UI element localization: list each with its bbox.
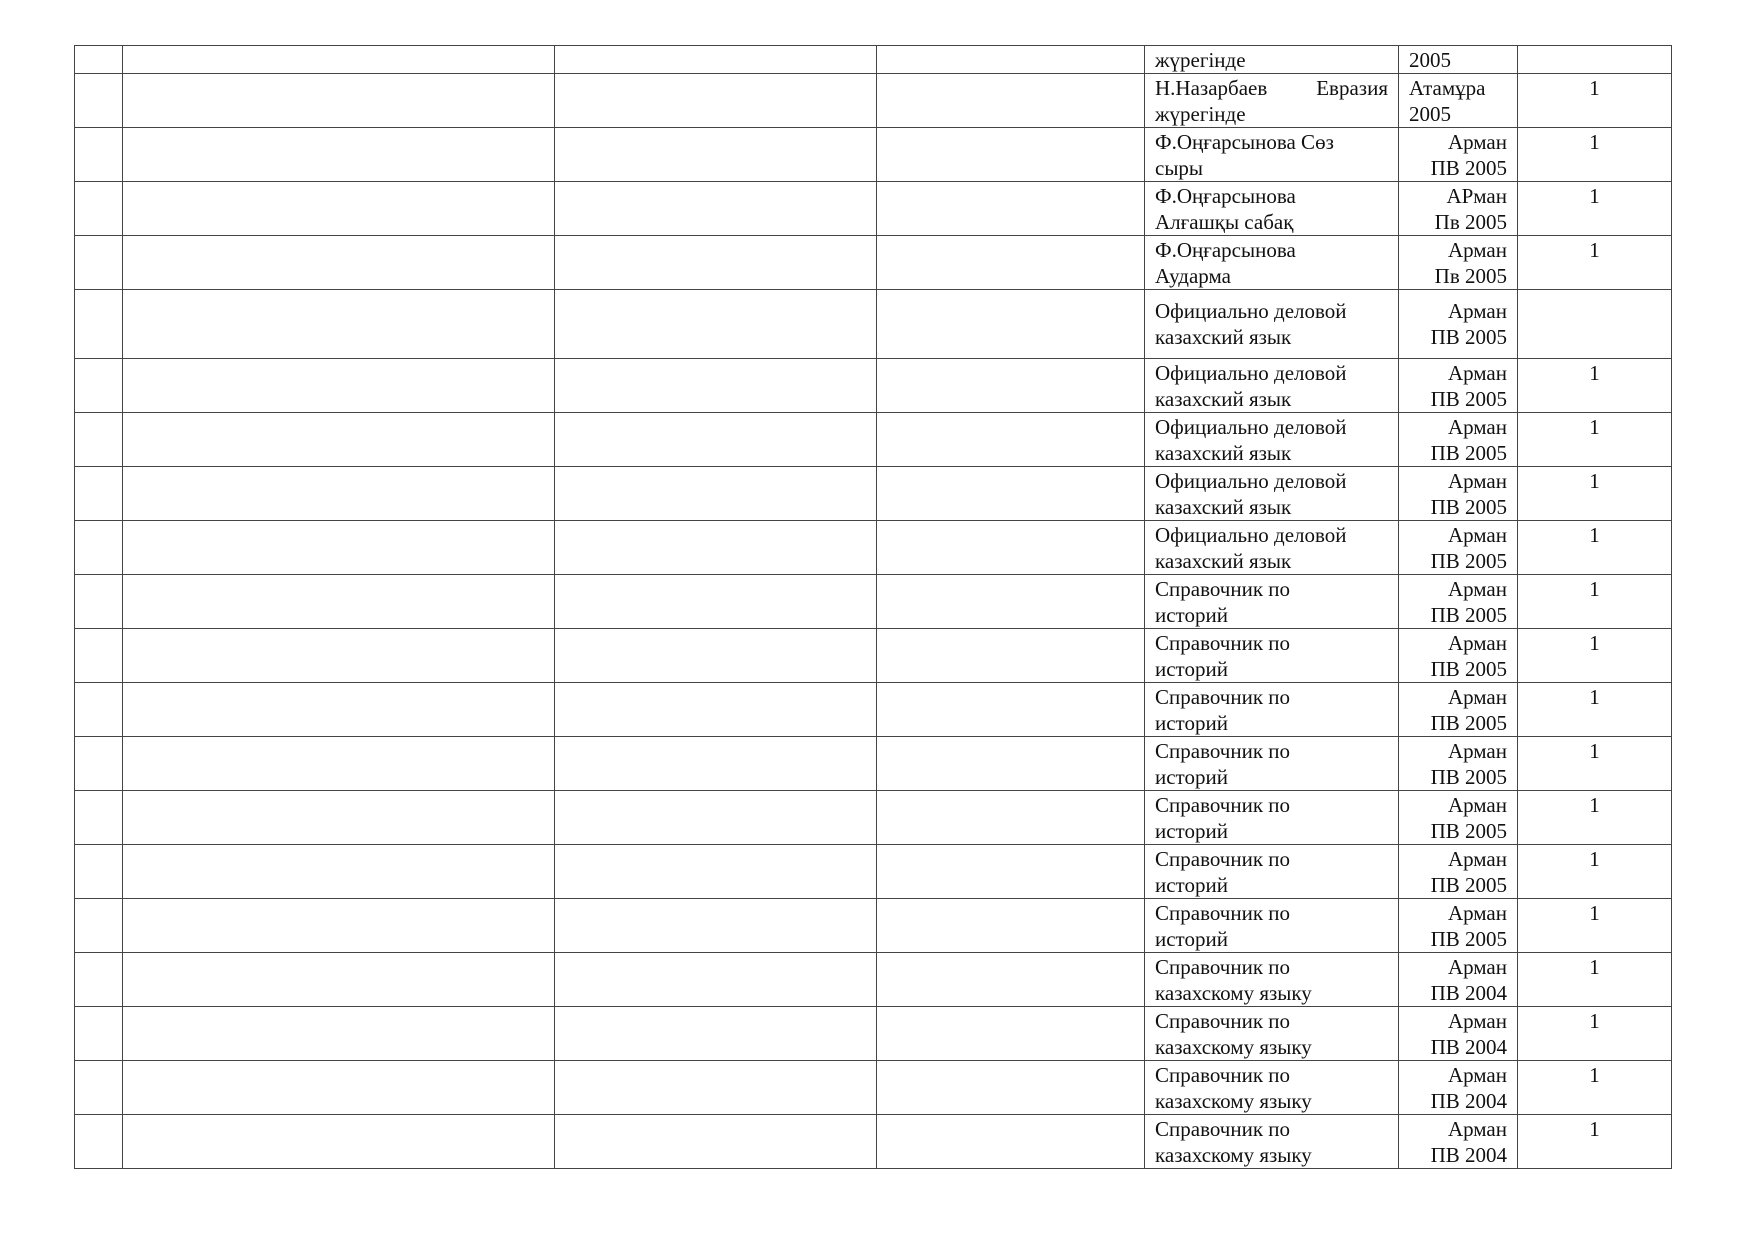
quantity-cell: 1	[1518, 575, 1672, 629]
title-line: казахскому языку	[1155, 981, 1312, 1005]
publisher-line: АРман	[1446, 184, 1507, 208]
empty-cell-3	[877, 629, 1145, 683]
title-line: Официально деловой	[1155, 415, 1347, 439]
publisher-cell	[1399, 236, 1518, 290]
empty-cell-1	[123, 290, 555, 359]
table-row	[75, 521, 1672, 575]
publisher-cell	[1399, 1007, 1518, 1061]
empty-cell-3	[877, 236, 1145, 290]
title-cell	[1145, 290, 1399, 359]
publisher-line: Арман	[1447, 1117, 1507, 1141]
publisher-line: Арман	[1447, 1063, 1507, 1087]
title-cell	[1145, 1115, 1399, 1169]
empty-cell-3	[877, 521, 1145, 575]
publisher-line: 2005	[1409, 48, 1451, 72]
publisher-cell	[1399, 899, 1518, 953]
publisher-line: ПВ 2004	[1430, 1089, 1507, 1113]
publisher-cell	[1399, 953, 1518, 1007]
empty-cell-2	[555, 128, 877, 182]
number-cell	[75, 629, 123, 683]
quantity-cell: 1	[1518, 74, 1672, 128]
publisher-cell	[1399, 1061, 1518, 1115]
title-line: казахскому языку	[1155, 1089, 1312, 1113]
publisher-cell	[1399, 845, 1518, 899]
title-cell	[1145, 182, 1399, 236]
quantity-cell: 1	[1518, 737, 1672, 791]
empty-cell-3	[877, 1007, 1145, 1061]
publisher-cell	[1399, 182, 1518, 236]
title-line: Ф.Оңғарсынова Сөз	[1155, 130, 1334, 154]
number-cell	[75, 290, 123, 359]
empty-cell-1	[123, 46, 555, 74]
empty-cell-1	[123, 467, 555, 521]
empty-cell-3	[877, 575, 1145, 629]
publisher-cell	[1399, 737, 1518, 791]
empty-cell-2	[555, 182, 877, 236]
publisher-line: Арман	[1447, 361, 1507, 385]
quantity-cell: 1	[1518, 953, 1672, 1007]
title-line: Справочник по	[1155, 1063, 1291, 1087]
quantity-cell: 1	[1518, 521, 1672, 575]
title-line: историй	[1155, 819, 1228, 843]
empty-cell-3	[877, 413, 1145, 467]
quantity-cell: 1	[1518, 629, 1672, 683]
table-row	[75, 467, 1672, 521]
title-cell	[1145, 575, 1399, 629]
number-cell	[75, 575, 123, 629]
title-cell	[1145, 629, 1399, 683]
quantity-cell: 1	[1518, 467, 1672, 521]
title-cell	[1145, 413, 1399, 467]
empty-cell-2	[555, 236, 877, 290]
empty-cell-3	[877, 683, 1145, 737]
number-cell	[75, 683, 123, 737]
title-line: Официально деловой	[1155, 361, 1347, 385]
publisher-line: ПВ 2005	[1430, 873, 1507, 897]
empty-cell-1	[123, 737, 555, 791]
table-row	[75, 74, 1672, 128]
table-row	[75, 1115, 1672, 1169]
empty-cell-2	[555, 467, 877, 521]
empty-cell-2	[555, 791, 877, 845]
number-cell	[75, 1007, 123, 1061]
quantity-cell: 1	[1518, 1061, 1672, 1115]
publisher-line: ПВ 2004	[1430, 981, 1507, 1005]
publisher-cell	[1399, 575, 1518, 629]
publisher-line: Арман	[1447, 469, 1507, 493]
empty-cell-1	[123, 359, 555, 413]
empty-cell-1	[123, 845, 555, 899]
table-row	[75, 128, 1672, 182]
title-line: казахский язык	[1155, 441, 1292, 465]
empty-cell-2	[555, 1007, 877, 1061]
empty-cell-3	[877, 1115, 1145, 1169]
empty-cell-2	[555, 575, 877, 629]
publisher-line: ПВ 2004	[1430, 1143, 1507, 1167]
title-cell	[1145, 521, 1399, 575]
empty-cell-2	[555, 629, 877, 683]
number-cell	[75, 791, 123, 845]
table-row	[75, 290, 1672, 359]
title-line: Справочник по	[1155, 577, 1291, 601]
table-row	[75, 1061, 1672, 1115]
publisher-cell	[1399, 413, 1518, 467]
number-cell	[75, 1115, 123, 1169]
title-line: Справочник по	[1155, 955, 1291, 979]
title-cell	[1145, 359, 1399, 413]
title-line: казахский язык	[1155, 495, 1292, 519]
title-line: жүрегінде	[1155, 48, 1246, 72]
publisher-line: Арман	[1447, 130, 1507, 154]
publisher-cell	[1399, 290, 1518, 359]
title-line: казахскому языку	[1155, 1035, 1312, 1059]
title-line: Официально деловой	[1155, 299, 1347, 323]
publisher-line: ПВ 2005	[1430, 603, 1507, 627]
publisher-line: Арман	[1447, 1009, 1507, 1033]
publisher-cell	[1399, 359, 1518, 413]
empty-cell-1	[123, 1007, 555, 1061]
empty-cell-1	[123, 521, 555, 575]
publisher-line: ПВ 2005	[1430, 927, 1507, 951]
title-line: казахский язык	[1155, 549, 1292, 573]
number-cell	[75, 521, 123, 575]
title-line: историй	[1155, 873, 1228, 897]
title-cell	[1145, 467, 1399, 521]
publisher-line: Арман	[1447, 415, 1507, 439]
empty-cell-2	[555, 413, 877, 467]
empty-cell-2	[555, 74, 877, 128]
publisher-line: ПВ 2005	[1430, 325, 1507, 349]
publisher-line: Арман	[1447, 238, 1507, 262]
table-row	[75, 46, 1672, 74]
publisher-cell	[1399, 629, 1518, 683]
quantity-cell	[1518, 46, 1672, 74]
title-line: историй	[1155, 711, 1228, 735]
publisher-cell	[1399, 521, 1518, 575]
publisher-cell	[1399, 74, 1518, 128]
empty-cell-1	[123, 791, 555, 845]
title-line: сыры	[1155, 156, 1204, 180]
publisher-line: ПВ 2005	[1430, 765, 1507, 789]
publisher-line: Арман	[1447, 685, 1507, 709]
empty-cell-1	[123, 575, 555, 629]
table-row	[75, 899, 1672, 953]
empty-cell-1	[123, 683, 555, 737]
number-cell	[75, 467, 123, 521]
publisher-cell	[1399, 1115, 1518, 1169]
empty-cell-1	[123, 899, 555, 953]
publisher-line: ПВ 2005	[1430, 387, 1507, 411]
title-cell	[1145, 236, 1399, 290]
title-cell	[1145, 953, 1399, 1007]
title-cell	[1145, 683, 1399, 737]
empty-cell-1	[123, 1061, 555, 1115]
title-line: Справочник по	[1155, 847, 1291, 871]
publisher-cell	[1399, 683, 1518, 737]
empty-cell-3	[877, 467, 1145, 521]
number-cell	[75, 128, 123, 182]
publisher-line: 2005	[1409, 102, 1451, 126]
title-cell	[1145, 1007, 1399, 1061]
empty-cell-2	[555, 899, 877, 953]
empty-cell-3	[877, 737, 1145, 791]
publisher-cell	[1399, 46, 1518, 74]
publisher-line: Арман	[1447, 847, 1507, 871]
title-line: казахскому языку	[1155, 1143, 1312, 1167]
empty-cell-3	[877, 46, 1145, 74]
title-line: Официально деловой	[1155, 469, 1347, 493]
empty-cell-2	[555, 359, 877, 413]
quantity-cell	[1518, 290, 1672, 359]
title-line: Официально деловой	[1155, 523, 1347, 547]
publisher-line: ПВ 2004	[1430, 1035, 1507, 1059]
title-cell	[1145, 74, 1399, 128]
table-row	[75, 791, 1672, 845]
empty-cell-1	[123, 128, 555, 182]
number-cell	[75, 413, 123, 467]
empty-cell-3	[877, 953, 1145, 1007]
publisher-line: ПВ 2005	[1430, 156, 1507, 180]
publisher-line: Арман	[1447, 793, 1507, 817]
empty-cell-2	[555, 683, 877, 737]
number-cell	[75, 737, 123, 791]
table-row	[75, 845, 1672, 899]
publisher-cell	[1399, 791, 1518, 845]
empty-cell-1	[123, 236, 555, 290]
quantity-cell: 1	[1518, 899, 1672, 953]
inventory-table	[74, 45, 1672, 1169]
title-line: Аударма	[1155, 264, 1231, 288]
publisher-line: Арман	[1447, 577, 1507, 601]
title-line: Справочник по	[1155, 1117, 1291, 1141]
publisher-line: ПВ 2005	[1430, 549, 1507, 573]
quantity-cell: 1	[1518, 128, 1672, 182]
number-cell	[75, 845, 123, 899]
number-cell	[75, 46, 123, 74]
quantity-cell: 1	[1518, 1007, 1672, 1061]
number-cell	[75, 236, 123, 290]
quantity-cell: 1	[1518, 845, 1672, 899]
empty-cell-1	[123, 953, 555, 1007]
title-line: жүрегінде	[1155, 102, 1246, 126]
publisher-cell	[1399, 467, 1518, 521]
publisher-cell	[1399, 128, 1518, 182]
number-cell	[75, 74, 123, 128]
title-cell	[1145, 845, 1399, 899]
title-line: Справочник по	[1155, 793, 1291, 817]
title-line: историй	[1155, 657, 1228, 681]
title-line: Алғашқы сабақ	[1155, 210, 1294, 234]
empty-cell-1	[123, 1115, 555, 1169]
title-cell	[1145, 128, 1399, 182]
table-row	[75, 629, 1672, 683]
title-line: Ф.Оңғарсынова	[1155, 238, 1296, 262]
empty-cell-3	[877, 182, 1145, 236]
title-line: казахский язык	[1155, 325, 1292, 349]
table-row	[75, 575, 1672, 629]
publisher-line: Арман	[1447, 901, 1507, 925]
empty-cell-2	[555, 521, 877, 575]
empty-cell-2	[555, 953, 877, 1007]
title-line: Справочник по	[1155, 739, 1291, 763]
publisher-line: Пв 2005	[1434, 264, 1507, 288]
empty-cell-1	[123, 182, 555, 236]
empty-cell-3	[877, 899, 1145, 953]
table-row	[75, 182, 1672, 236]
publisher-line: ПВ 2005	[1430, 441, 1507, 465]
table-row	[75, 236, 1672, 290]
number-cell	[75, 359, 123, 413]
publisher-line: Арман	[1447, 299, 1507, 323]
quantity-cell: 1	[1518, 791, 1672, 845]
empty-cell-3	[877, 1061, 1145, 1115]
empty-cell-1	[123, 74, 555, 128]
title-cell	[1145, 791, 1399, 845]
number-cell	[75, 182, 123, 236]
title-line: историй	[1155, 927, 1228, 951]
quantity-cell: 1	[1518, 1115, 1672, 1169]
table-row	[75, 413, 1672, 467]
table-row	[75, 1007, 1672, 1061]
title-line: Ф.Оңғарсынова	[1155, 184, 1296, 208]
title-line: Справочник по	[1155, 631, 1291, 655]
title-cell	[1145, 899, 1399, 953]
publisher-line: Арман	[1447, 955, 1507, 979]
empty-cell-2	[555, 845, 877, 899]
title-line: Справочник по	[1155, 901, 1291, 925]
quantity-cell: 1	[1518, 236, 1672, 290]
empty-cell-3	[877, 128, 1145, 182]
empty-cell-2	[555, 290, 877, 359]
empty-cell-2	[555, 1115, 877, 1169]
title-cell	[1145, 46, 1399, 74]
quantity-cell: 1	[1518, 359, 1672, 413]
title-cell	[1145, 1061, 1399, 1115]
quantity-cell: 1	[1518, 182, 1672, 236]
title-line: историй	[1155, 765, 1228, 789]
publisher-line: Арман	[1447, 739, 1507, 763]
number-cell	[75, 953, 123, 1007]
publisher-line: ПВ 2005	[1430, 819, 1507, 843]
table-row	[75, 683, 1672, 737]
title-line: Н.Назарбаев Евразия	[1155, 76, 1388, 100]
empty-cell-2	[555, 737, 877, 791]
table-row	[75, 953, 1672, 1007]
title-line: казахский язык	[1155, 387, 1292, 411]
title-line: Справочник по	[1155, 685, 1291, 709]
number-cell	[75, 899, 123, 953]
publisher-line: Арман	[1447, 523, 1507, 547]
table-body	[75, 46, 1672, 1169]
empty-cell-3	[877, 290, 1145, 359]
empty-cell-2	[555, 1061, 877, 1115]
empty-cell-1	[123, 413, 555, 467]
publisher-line: Атамұра	[1409, 76, 1486, 100]
quantity-cell: 1	[1518, 413, 1672, 467]
publisher-line: ПВ 2005	[1430, 711, 1507, 735]
empty-cell-3	[877, 845, 1145, 899]
publisher-line: ПВ 2005	[1430, 495, 1507, 519]
title-cell	[1145, 737, 1399, 791]
empty-cell-3	[877, 791, 1145, 845]
empty-cell-3	[877, 359, 1145, 413]
table-row	[75, 359, 1672, 413]
table-row	[75, 737, 1672, 791]
empty-cell-2	[555, 46, 877, 74]
publisher-line: Пв 2005	[1434, 210, 1507, 234]
publisher-line: ПВ 2005	[1430, 657, 1507, 681]
publisher-line: Арман	[1447, 631, 1507, 655]
empty-cell-3	[877, 74, 1145, 128]
title-line: Справочник по	[1155, 1009, 1291, 1033]
quantity-cell: 1	[1518, 683, 1672, 737]
number-cell	[75, 1061, 123, 1115]
title-line: историй	[1155, 603, 1228, 627]
empty-cell-1	[123, 629, 555, 683]
